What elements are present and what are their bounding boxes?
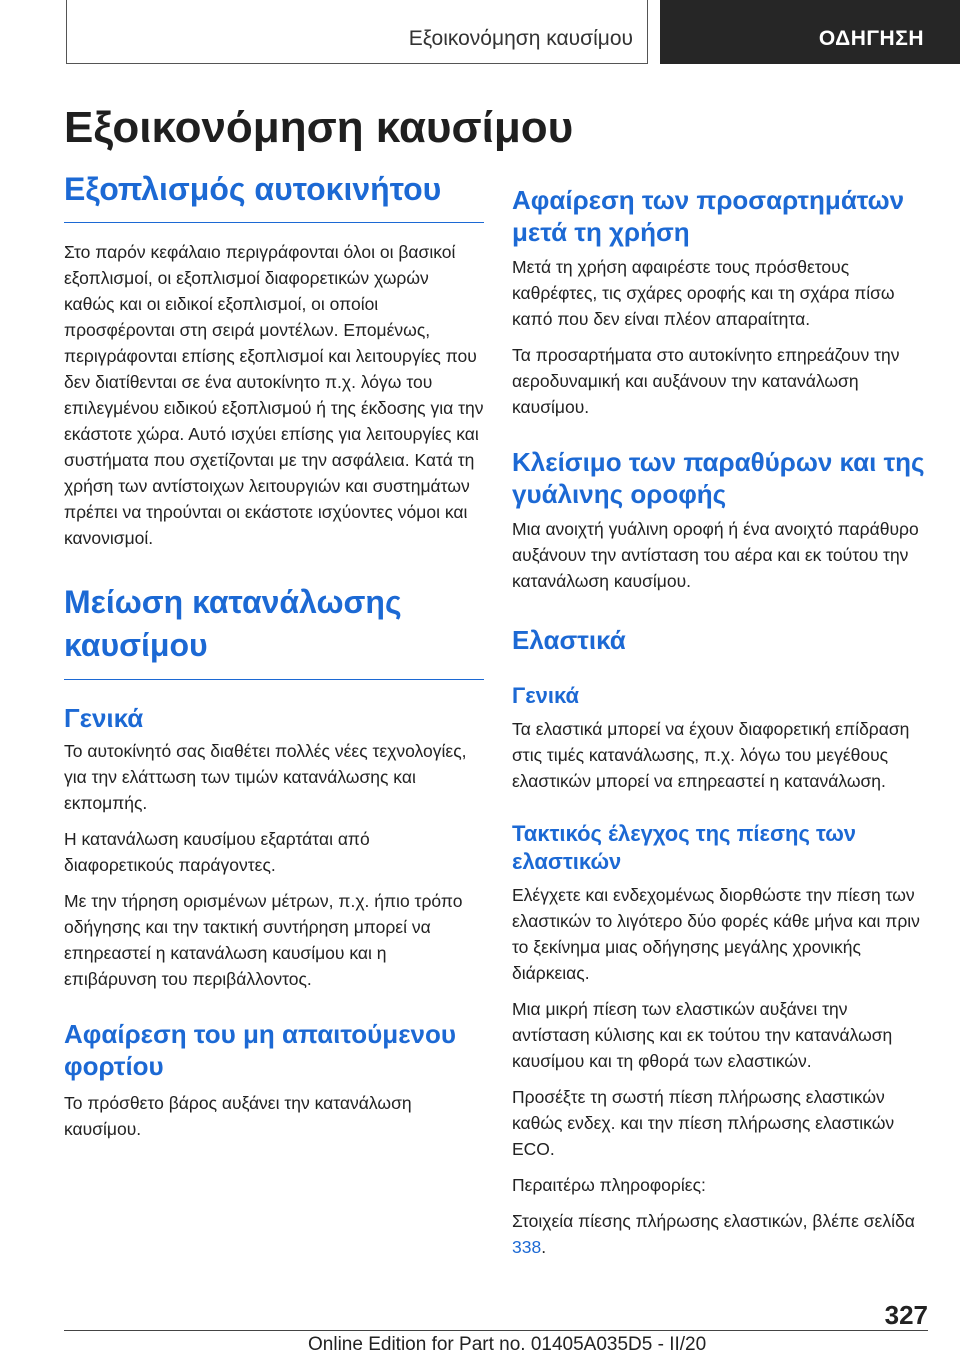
pressure-paragraph-2: Μια μικρή πίεση των ελαστικών αυξάνει την αντίσταση κύλισης και εκ τούτου την κατανάλωση καυσίμου και τη φθορά των ελαστικών. [512,999,893,1071]
heading-vehicle-equipment: Εξοπλισμός αυτοκινήτου [64,168,484,223]
heading-remove-load: Αφαίρεση του μη απαιτούμενου φορτίου [64,1019,457,1081]
header-section-box [66,0,648,64]
attachments-paragraph-2: Τα προσαρτήματα στο αυτοκίνητο επηρεάζουν την αεροδυναμική και αυξάνουν την κατανάλωση καυσίμου. [512,345,900,417]
heading-tires-general: Γενικά [512,683,580,708]
pressure-paragraph-1: Ελέγχετε και ενδεχομένως διορθώστε την πίεση των ελαστικών το λιγότερο δύο φορές κάθε μήνα και πριν το ξεκίνημα μιας οδήγησης μεγάλης χρονικής διάρκειας. [512,885,920,983]
heading-fuel-reduction: Μείωση κατανάλωσης καυσίμου [64,581,484,680]
reference-text: Στοιχεία πίεσης πλήρωσης ελαστικών, βλέπε σελίδα [512,1211,915,1231]
right-column [512,184,928,1260]
tires-general-paragraph: Τα ελαστικά μπορεί να έχουν διαφορετική επίδραση στις τιμές κατανάλωσης, π.χ. λόγω του μεγέθους ελαστικών μπορεί να επηρεαστεί η κατανάλωση. [512,719,910,791]
page-number: 327 [884,1300,928,1330]
reduction-paragraph-3: Με την τήρηση ορισμένων μέτρων, π.χ. ήπιο τρόπο οδήγησης και την τακτική συντήρηση μπορεί να επηρεαστεί η κατανάλωση καυσίμου και η επιβάρυνση του περιβάλλοντος. [64,891,463,989]
heading-general: Γενικά [64,703,144,733]
tire-pressure-reference [512,1208,928,1260]
header-chapter-title: ΟΔΗΓΗΣΗ [818,27,924,50]
reduction-paragraph-1: Το αυτοκίνητό σας διαθέτει πολλές νέες τεχνολογίες, για την ελάττωση των τιμών κατανάλωσης και εκπομπής. [64,741,467,813]
attachments-paragraph-1: Μετά τη χρήση αφαιρέστε τους πρόσθετους καθρέφτες, τις σχάρες οροφής και τη σχάρα πίσω καπό που δεν είναι πλέον απαραίτητα. [512,257,895,329]
reduction-paragraph-2: Η κατανάλωση καυσίμου εξαρτάται από διαφορετικούς παράγοντες. [64,829,370,875]
pressure-paragraph-3: Προσέξτε τη σωστή πίεση πλήρωσης ελαστικών καθώς ενδεχ. και την πίεση πλήρωσης ελαστικών ECO. [512,1087,895,1159]
page-reference-link[interactable]: 338 [512,1237,542,1257]
equipment-paragraph: Στο παρόν κεφάλαιο περιγράφονται όλοι οι βασικοί εξοπλισμοί, οι εξοπλισμοί διαφορετικών χωρών καθώς και οι ειδικοί εξοπλισμοί, οι οποίοι προσφέρονται στη σειρά μοντέλων. Επομένως, περιγράφονται επίσης εξοπλισμοί και λειτουργίες που δεν διατίθενται σε ένα αυτοκίνητο π.χ. λόγω του επιλεγμένου ειδικού εξοπλισμού ή της έκδοσης για την εκάστοτε χώρα. Αυτό ισχύει επίσης για λειτουργίες και συστήματα που σχετίζονται με την ασφάλεια. Κατά τη χρήση των αντίστοιχων λειτουργιών και συστημάτων πρέπει να τηρούνται οι εκάστοτε ισχύοντες νόμοι και κανονισμοί. [64,242,484,548]
heading-close-windows: Κλείσιμο των παραθύρων και της γυάλινης οροφής [512,447,925,509]
more-info-label: Περαιτέρω πληροφορίες: [512,1175,706,1195]
windows-paragraph: Μια ανοιχτή γυάλινη οροφή ή ένα ανοιχτό παράθυρο αυξάνουν την αντίσταση του αέρα και εκ τούτου την κατανάλωση καυσίμου. [512,519,919,591]
left-column [64,168,484,1142]
footer-edition-text: Online Edition for Part no. 01405A035D5 - II/20 [308,1334,707,1355]
heading-tire-pressure: Τακτικός έλεγχος της πίεσης των ελαστικών [512,821,857,874]
heading-tires: Ελαστικά [512,625,626,655]
load-paragraph: Το πρόσθετο βάρος αυξάνει την κατανάλωση καυσίμου. [64,1093,412,1139]
reference-end: . [541,1237,547,1257]
heading-remove-attachments: Αφαίρεση των προσαρτημάτων μετά τη χρήση [512,185,905,247]
header-section-title: Εξοικονόμηση καυσίμου [408,27,633,50]
page-title: Εξοικονόμηση καυσίμου [64,103,574,152]
footer-divider [64,1330,928,1331]
header-chapter-box [660,0,960,64]
